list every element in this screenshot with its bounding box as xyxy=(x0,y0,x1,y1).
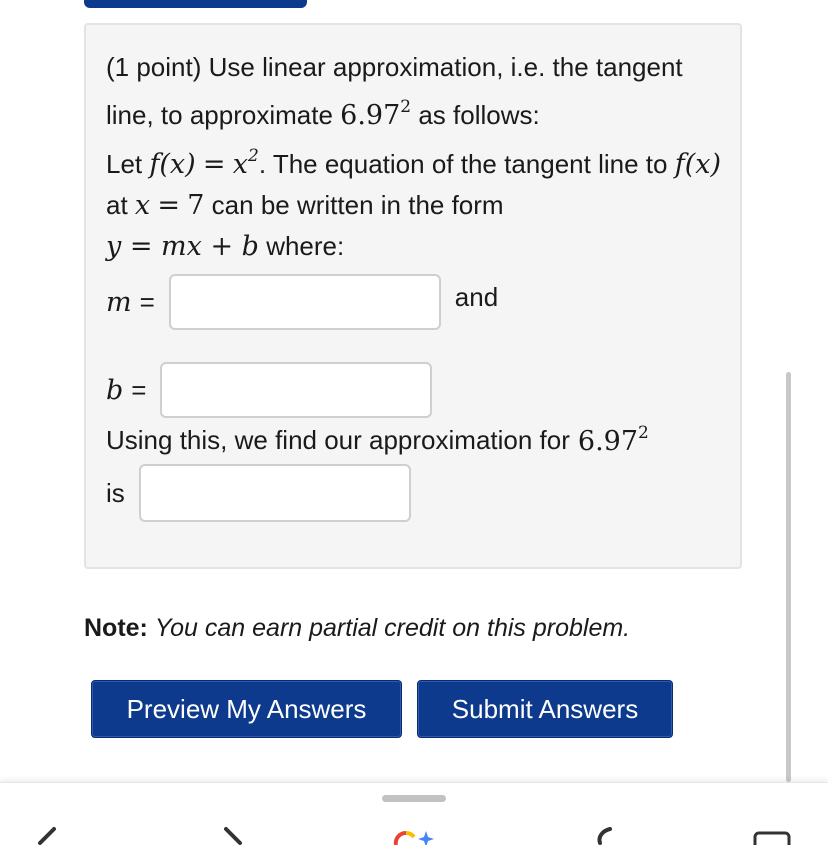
m-equals: = xyxy=(139,286,155,317)
forward-icon[interactable] xyxy=(222,823,252,845)
approx-row xyxy=(106,464,411,522)
let-text: Let xyxy=(106,149,143,179)
b-row xyxy=(106,362,432,418)
at-text: at xyxy=(106,190,128,220)
note xyxy=(84,614,630,643)
form-text: can be written in the form xyxy=(211,190,504,220)
f-of-x-math: f(x) xyxy=(149,149,196,180)
x-var-math: x xyxy=(134,190,151,221)
browser-bottom-nav xyxy=(0,782,828,845)
note-label: Note: xyxy=(84,614,148,642)
b-equals: = xyxy=(131,374,147,405)
share-icon[interactable] xyxy=(584,823,624,845)
problem-statement xyxy=(106,47,726,267)
approx-value-math: 6.97$^2$ xyxy=(577,423,649,457)
approx-text-row xyxy=(106,423,649,457)
as-follows-text: as follows: xyxy=(418,100,540,130)
tangent-text: . The equation of the tangent line to xyxy=(258,149,668,179)
note-text: You can earn partial credit on this problem. xyxy=(154,614,631,642)
and-text: and xyxy=(454,282,499,312)
seven-math: 7 xyxy=(187,190,205,221)
drag-handle[interactable] xyxy=(382,795,446,802)
approximation-input[interactable] xyxy=(139,464,411,522)
tabs-icon[interactable] xyxy=(752,829,792,845)
b-input[interactable] xyxy=(160,362,432,418)
approx-text: Using this, we find our approximation for xyxy=(106,424,570,455)
preview-answers-button[interactable] xyxy=(91,680,402,738)
m-label: m xyxy=(106,286,132,318)
equals-sign: = xyxy=(202,149,226,180)
problem-box xyxy=(84,23,742,569)
is-text: is xyxy=(106,477,125,508)
equals-sign-2: = xyxy=(157,190,181,221)
y-eq-math: y = mx + b xyxy=(106,231,259,262)
b-label: b xyxy=(106,374,124,406)
f-of-x-math-2: f(x) xyxy=(674,149,721,180)
m-input[interactable] xyxy=(169,274,441,330)
preview-label: Preview My Answers xyxy=(126,693,367,724)
google-icon[interactable] xyxy=(392,827,442,845)
submit-label: Submit Answers xyxy=(451,693,639,724)
back-icon[interactable] xyxy=(34,823,64,845)
m-row xyxy=(106,274,498,330)
previous-button-edge[interactable] xyxy=(84,0,307,8)
submit-answers-button[interactable] xyxy=(417,680,673,738)
value-math: 6.97$^2$ xyxy=(340,97,412,131)
where-text: where: xyxy=(266,231,345,261)
x-squared-math: $x^2$ xyxy=(232,146,259,180)
problem-intro: (1 point) Use linear approximation, i.e. the tangent line, to approximate xyxy=(106,52,683,130)
scrollbar[interactable] xyxy=(786,372,791,782)
